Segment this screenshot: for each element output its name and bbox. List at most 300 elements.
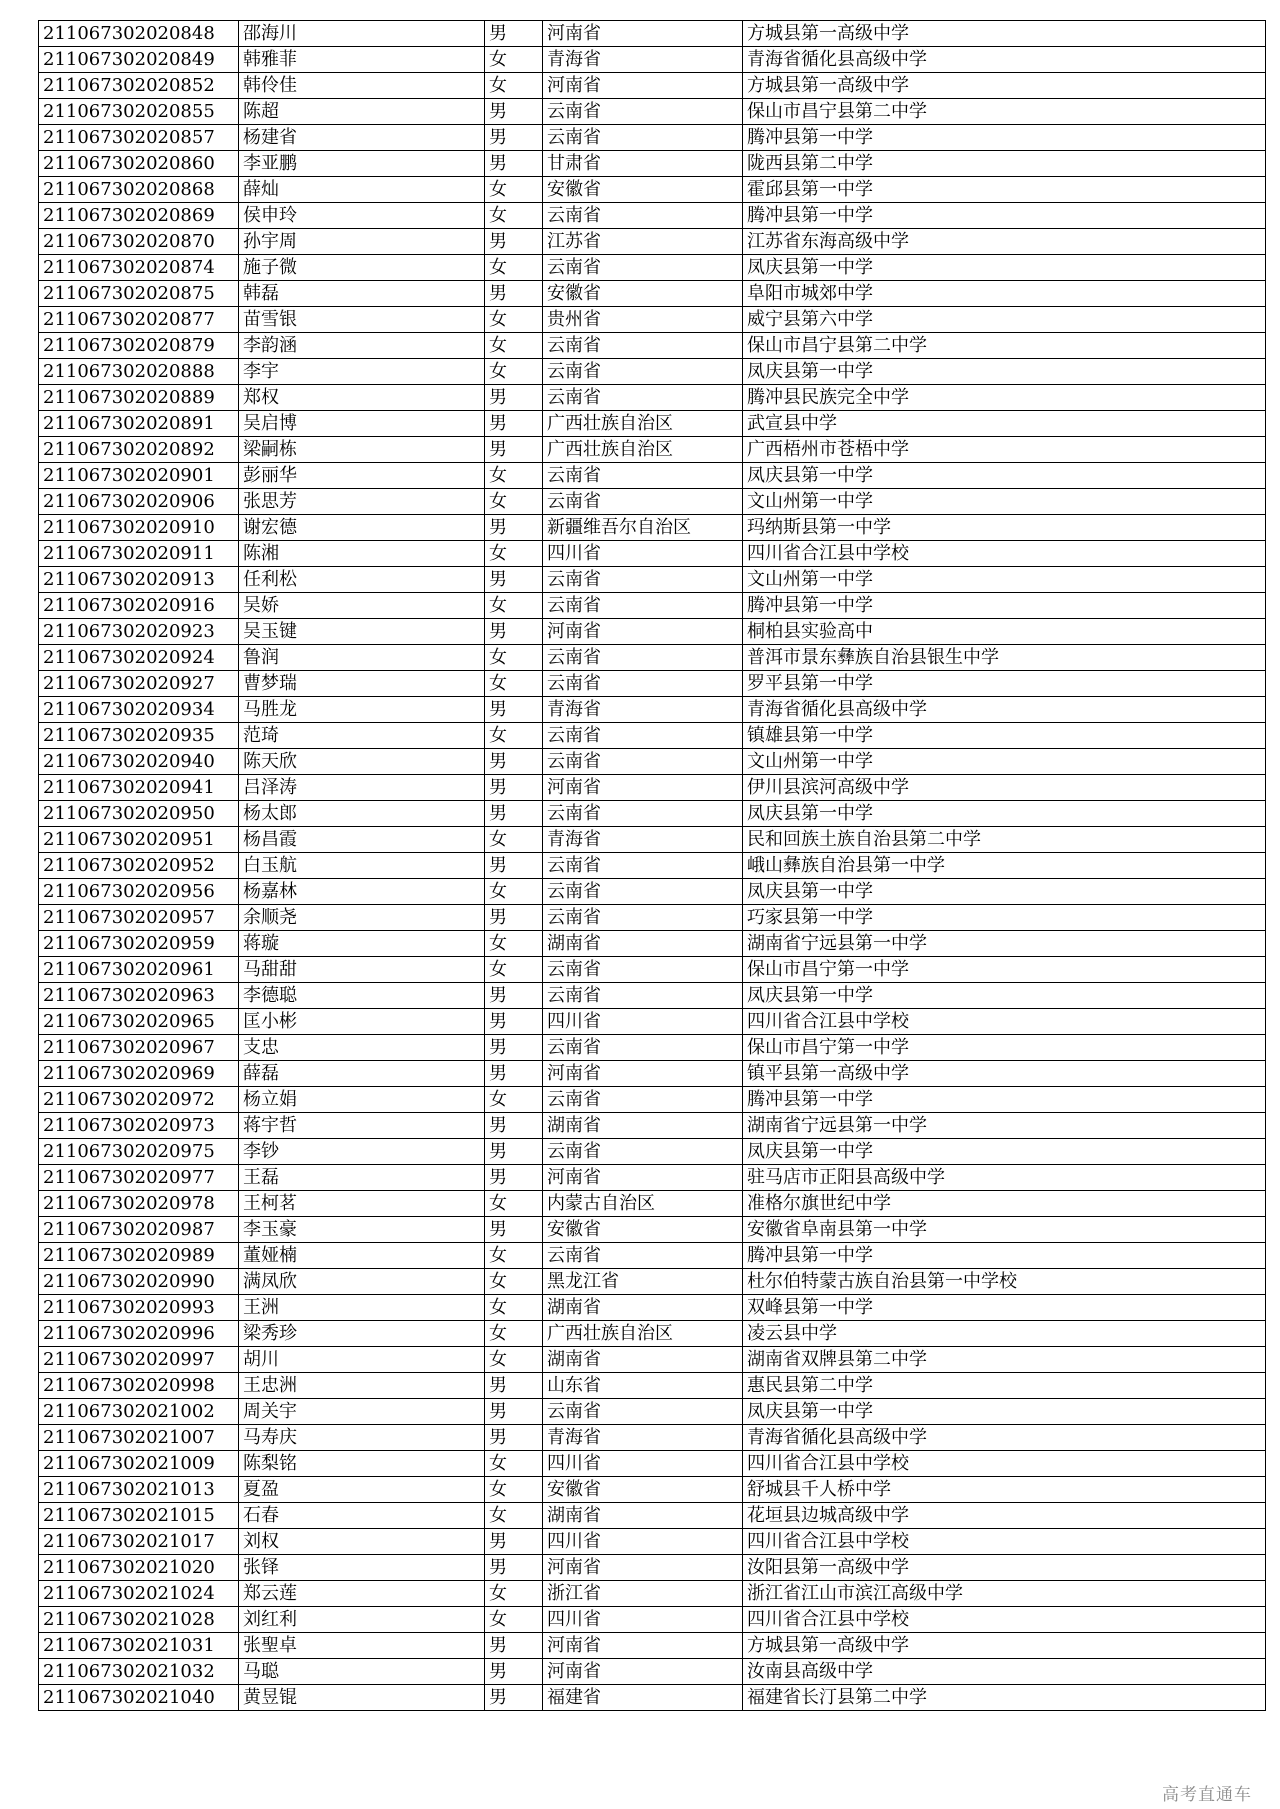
school-cell: 普洱市景东彝族自治县银生中学 [743, 645, 1266, 671]
table-row [39, 1581, 1266, 1607]
candidate-id-cell: 211067302021032 [39, 1659, 239, 1685]
school-cell: 青海省循化县高级中学 [743, 1425, 1266, 1451]
school-cell: 湖南省宁远县第一中学 [743, 931, 1266, 957]
table-row [39, 1191, 1266, 1217]
school-cell: 安徽省阜南县第一中学 [743, 1217, 1266, 1243]
table-row [39, 827, 1266, 853]
candidate-id-cell: 211067302020969 [39, 1061, 239, 1087]
gender-cell: 男 [485, 437, 543, 463]
table-row [39, 593, 1266, 619]
province-cell: 云南省 [543, 1087, 743, 1113]
school-cell: 武宣县中学 [743, 411, 1266, 437]
school-cell: 四川省合江县中学校 [743, 541, 1266, 567]
province-cell: 云南省 [543, 749, 743, 775]
school-cell: 文山州第一中学 [743, 489, 1266, 515]
province-cell: 青海省 [543, 697, 743, 723]
gender-cell: 男 [485, 1217, 543, 1243]
name-cell: 谢宏德 [239, 515, 485, 541]
name-cell: 陈天欣 [239, 749, 485, 775]
candidate-id-cell: 211067302020913 [39, 567, 239, 593]
school-cell: 凤庆县第一中学 [743, 879, 1266, 905]
table-row [39, 255, 1266, 281]
province-cell: 云南省 [543, 645, 743, 671]
table-row [39, 1269, 1266, 1295]
table-row [39, 1321, 1266, 1347]
table-row [39, 905, 1266, 931]
province-cell: 云南省 [543, 1243, 743, 1269]
name-cell: 董娅楠 [239, 1243, 485, 1269]
province-cell: 云南省 [543, 385, 743, 411]
school-cell: 凤庆县第一中学 [743, 801, 1266, 827]
table-row [39, 931, 1266, 957]
gender-cell: 男 [485, 99, 543, 125]
table-row [39, 723, 1266, 749]
school-cell: 汝南县高级中学 [743, 1659, 1266, 1685]
gender-cell: 男 [485, 567, 543, 593]
table-row [39, 437, 1266, 463]
name-cell: 曹梦瑞 [239, 671, 485, 697]
province-cell: 浙江省 [543, 1581, 743, 1607]
table-row [39, 1659, 1266, 1685]
gender-cell: 女 [485, 645, 543, 671]
province-cell: 云南省 [543, 957, 743, 983]
province-cell: 云南省 [543, 1399, 743, 1425]
province-cell: 甘肃省 [543, 151, 743, 177]
province-cell: 四川省 [543, 1529, 743, 1555]
candidate-id-cell: 211067302020956 [39, 879, 239, 905]
candidate-id-cell: 211067302020860 [39, 151, 239, 177]
candidate-id-cell: 211067302020961 [39, 957, 239, 983]
school-cell: 惠民县第二中学 [743, 1373, 1266, 1399]
school-cell: 腾冲县第一中学 [743, 593, 1266, 619]
name-cell: 彭丽华 [239, 463, 485, 489]
table-row [39, 1165, 1266, 1191]
school-cell: 文山州第一中学 [743, 567, 1266, 593]
province-cell: 河南省 [543, 1659, 743, 1685]
gender-cell: 男 [485, 905, 543, 931]
candidate-id-cell: 211067302021013 [39, 1477, 239, 1503]
school-cell: 方城县第一高级中学 [743, 73, 1266, 99]
province-cell: 安徽省 [543, 177, 743, 203]
name-cell: 侯申玲 [239, 203, 485, 229]
name-cell: 杨昌霞 [239, 827, 485, 853]
gender-cell: 女 [485, 593, 543, 619]
gender-cell: 男 [485, 21, 543, 47]
name-cell: 韩伶佳 [239, 73, 485, 99]
name-cell: 马聪 [239, 1659, 485, 1685]
name-cell: 满凤欣 [239, 1269, 485, 1295]
gender-cell: 女 [485, 333, 543, 359]
candidate-id-cell: 211067302020879 [39, 333, 239, 359]
province-cell: 山东省 [543, 1373, 743, 1399]
name-cell: 王忠洲 [239, 1373, 485, 1399]
province-cell: 河南省 [543, 21, 743, 47]
name-cell: 李韵涵 [239, 333, 485, 359]
candidate-id-cell: 211067302020959 [39, 931, 239, 957]
candidate-id-cell: 211067302021024 [39, 1581, 239, 1607]
gender-cell: 男 [485, 281, 543, 307]
name-cell: 薛灿 [239, 177, 485, 203]
table-row [39, 853, 1266, 879]
school-cell: 四川省合江县中学校 [743, 1529, 1266, 1555]
gender-cell: 男 [485, 1633, 543, 1659]
candidate-id-cell: 211067302020891 [39, 411, 239, 437]
school-cell: 双峰县第一中学 [743, 1295, 1266, 1321]
name-cell: 张思芳 [239, 489, 485, 515]
gender-cell: 男 [485, 1425, 543, 1451]
school-cell: 驻马店市正阳县高级中学 [743, 1165, 1266, 1191]
candidate-id-cell: 211067302020869 [39, 203, 239, 229]
gender-cell: 男 [485, 1139, 543, 1165]
name-cell: 夏盈 [239, 1477, 485, 1503]
province-cell: 云南省 [543, 801, 743, 827]
gender-cell: 男 [485, 1399, 543, 1425]
gender-cell: 女 [485, 723, 543, 749]
school-cell: 凤庆县第一中学 [743, 983, 1266, 1009]
gender-cell: 女 [485, 671, 543, 697]
candidate-id-cell: 211067302020934 [39, 697, 239, 723]
name-cell: 支忠 [239, 1035, 485, 1061]
school-cell: 民和回族土族自治县第二中学 [743, 827, 1266, 853]
table-row [39, 307, 1266, 333]
candidate-id-cell: 211067302021015 [39, 1503, 239, 1529]
school-cell: 霍邱县第一中学 [743, 177, 1266, 203]
province-cell: 四川省 [543, 541, 743, 567]
table-row [39, 203, 1266, 229]
province-cell: 四川省 [543, 1451, 743, 1477]
school-cell: 四川省合江县中学校 [743, 1607, 1266, 1633]
name-cell: 陈梨铭 [239, 1451, 485, 1477]
candidate-id-cell: 211067302020993 [39, 1295, 239, 1321]
table-row [39, 489, 1266, 515]
gender-cell: 男 [485, 411, 543, 437]
table-row [39, 801, 1266, 827]
candidate-id-cell: 211067302020998 [39, 1373, 239, 1399]
candidate-id-cell: 211067302020889 [39, 385, 239, 411]
candidate-id-cell: 211067302020849 [39, 47, 239, 73]
table-row [39, 1243, 1266, 1269]
candidate-id-cell: 211067302020874 [39, 255, 239, 281]
table-row [39, 1035, 1266, 1061]
school-cell: 桐柏县实验高中 [743, 619, 1266, 645]
name-cell: 李宇 [239, 359, 485, 385]
school-cell: 保山市昌宁第一中学 [743, 957, 1266, 983]
province-cell: 青海省 [543, 47, 743, 73]
table-row [39, 229, 1266, 255]
table-row [39, 1347, 1266, 1373]
table-row [39, 99, 1266, 125]
gender-cell: 女 [485, 489, 543, 515]
admission-table-body [39, 21, 1266, 1711]
school-cell: 罗平县第一中学 [743, 671, 1266, 697]
name-cell: 孙宇周 [239, 229, 485, 255]
candidate-id-cell: 211067302020972 [39, 1087, 239, 1113]
name-cell: 薛磊 [239, 1061, 485, 1087]
province-cell: 云南省 [543, 671, 743, 697]
province-cell: 广西壮族自治区 [543, 411, 743, 437]
name-cell: 邵海川 [239, 21, 485, 47]
province-cell: 湖南省 [543, 1347, 743, 1373]
gender-cell: 女 [485, 359, 543, 385]
name-cell: 马寿庆 [239, 1425, 485, 1451]
name-cell: 李德聪 [239, 983, 485, 1009]
gender-cell: 女 [485, 1607, 543, 1633]
name-cell: 郑权 [239, 385, 485, 411]
school-cell: 青海省循化县高级中学 [743, 697, 1266, 723]
school-cell: 威宁县第六中学 [743, 307, 1266, 333]
admission-table [38, 20, 1266, 1711]
table-row [39, 359, 1266, 385]
name-cell: 李亚鹏 [239, 151, 485, 177]
table-row [39, 697, 1266, 723]
province-cell: 云南省 [543, 333, 743, 359]
table-row [39, 1373, 1266, 1399]
candidate-id-cell: 211067302020906 [39, 489, 239, 515]
name-cell: 吕泽涛 [239, 775, 485, 801]
school-cell: 广西梧州市苍梧中学 [743, 437, 1266, 463]
school-cell: 凤庆县第一中学 [743, 359, 1266, 385]
school-cell: 腾冲县第一中学 [743, 1243, 1266, 1269]
candidate-id-cell: 211067302020996 [39, 1321, 239, 1347]
name-cell: 陈湘 [239, 541, 485, 567]
province-cell: 云南省 [543, 203, 743, 229]
province-cell: 河南省 [543, 1165, 743, 1191]
table-row [39, 21, 1266, 47]
gender-cell: 男 [485, 749, 543, 775]
candidate-id-cell: 211067302020989 [39, 1243, 239, 1269]
candidate-id-cell: 211067302020965 [39, 1009, 239, 1035]
school-cell: 凤庆县第一中学 [743, 255, 1266, 281]
table-row [39, 411, 1266, 437]
candidate-id-cell: 211067302020875 [39, 281, 239, 307]
gender-cell: 女 [485, 1191, 543, 1217]
school-cell: 镇雄县第一中学 [743, 723, 1266, 749]
candidate-id-cell: 211067302021020 [39, 1555, 239, 1581]
province-cell: 湖南省 [543, 1503, 743, 1529]
school-cell: 福建省长汀县第二中学 [743, 1685, 1266, 1711]
province-cell: 湖南省 [543, 931, 743, 957]
table-row [39, 1139, 1266, 1165]
candidate-id-cell: 211067302021040 [39, 1685, 239, 1711]
school-cell: 阜阳市城郊中学 [743, 281, 1266, 307]
gender-cell: 男 [485, 1009, 543, 1035]
gender-cell: 男 [485, 1165, 543, 1191]
name-cell: 吴玉键 [239, 619, 485, 645]
table-row [39, 515, 1266, 541]
name-cell: 刘红利 [239, 1607, 485, 1633]
table-row [39, 385, 1266, 411]
table-row [39, 1009, 1266, 1035]
province-cell: 福建省 [543, 1685, 743, 1711]
gender-cell: 女 [485, 879, 543, 905]
name-cell: 蒋宇哲 [239, 1113, 485, 1139]
gender-cell: 女 [485, 1269, 543, 1295]
gender-cell: 女 [485, 463, 543, 489]
school-cell: 凤庆县第一中学 [743, 1139, 1266, 1165]
province-cell: 黑龙江省 [543, 1269, 743, 1295]
province-cell: 云南省 [543, 359, 743, 385]
candidate-id-cell: 211067302020892 [39, 437, 239, 463]
gender-cell: 女 [485, 255, 543, 281]
gender-cell: 女 [485, 541, 543, 567]
gender-cell: 女 [485, 1477, 543, 1503]
name-cell: 马甜甜 [239, 957, 485, 983]
school-cell: 峨山彝族自治县第一中学 [743, 853, 1266, 879]
table-row [39, 567, 1266, 593]
province-cell: 云南省 [543, 879, 743, 905]
name-cell: 张铎 [239, 1555, 485, 1581]
school-cell: 四川省合江县中学校 [743, 1451, 1266, 1477]
table-row [39, 1217, 1266, 1243]
table-row [39, 775, 1266, 801]
table-row [39, 281, 1266, 307]
name-cell: 王柯茗 [239, 1191, 485, 1217]
gender-cell: 女 [485, 1451, 543, 1477]
school-cell: 凤庆县第一中学 [743, 1399, 1266, 1425]
province-cell: 云南省 [543, 125, 743, 151]
gender-cell: 女 [485, 827, 543, 853]
name-cell: 白玉航 [239, 853, 485, 879]
table-row [39, 463, 1266, 489]
province-cell: 云南省 [543, 723, 743, 749]
gender-cell: 女 [485, 1295, 543, 1321]
candidate-id-cell: 211067302021017 [39, 1529, 239, 1555]
name-cell: 张聖卓 [239, 1633, 485, 1659]
gender-cell: 男 [485, 1035, 543, 1061]
candidate-id-cell: 211067302020975 [39, 1139, 239, 1165]
gender-cell: 男 [485, 853, 543, 879]
table-row [39, 1295, 1266, 1321]
candidate-id-cell: 211067302021002 [39, 1399, 239, 1425]
school-cell: 陇西县第二中学 [743, 151, 1266, 177]
gender-cell: 男 [485, 1555, 543, 1581]
school-cell: 巧家县第一中学 [743, 905, 1266, 931]
table-row [39, 47, 1266, 73]
name-cell: 石春 [239, 1503, 485, 1529]
candidate-id-cell: 211067302020941 [39, 775, 239, 801]
school-cell: 汝阳县第一高级中学 [743, 1555, 1266, 1581]
name-cell: 杨嘉林 [239, 879, 485, 905]
province-cell: 云南省 [543, 255, 743, 281]
candidate-id-cell: 211067302021028 [39, 1607, 239, 1633]
table-row [39, 541, 1266, 567]
school-cell: 伊川县滨河高级中学 [743, 775, 1266, 801]
gender-cell: 女 [485, 177, 543, 203]
name-cell: 郑云莲 [239, 1581, 485, 1607]
gender-cell: 男 [485, 125, 543, 151]
table-row [39, 125, 1266, 151]
province-cell: 云南省 [543, 1035, 743, 1061]
school-cell: 玛纳斯县第一中学 [743, 515, 1266, 541]
table-row [39, 1633, 1266, 1659]
province-cell: 云南省 [543, 463, 743, 489]
gender-cell: 女 [485, 1503, 543, 1529]
candidate-id-cell: 211067302020924 [39, 645, 239, 671]
table-row [39, 177, 1266, 203]
province-cell: 湖南省 [543, 1113, 743, 1139]
candidate-id-cell: 211067302020973 [39, 1113, 239, 1139]
name-cell: 吴娇 [239, 593, 485, 619]
candidate-id-cell: 211067302020987 [39, 1217, 239, 1243]
province-cell: 河南省 [543, 1061, 743, 1087]
table-row [39, 671, 1266, 697]
name-cell: 杨建省 [239, 125, 485, 151]
gender-cell: 男 [485, 775, 543, 801]
candidate-id-cell: 211067302020927 [39, 671, 239, 697]
school-cell: 保山市昌宁第一中学 [743, 1035, 1266, 1061]
school-cell: 镇平县第一高级中学 [743, 1061, 1266, 1087]
province-cell: 云南省 [543, 853, 743, 879]
candidate-id-cell: 211067302020935 [39, 723, 239, 749]
province-cell: 河南省 [543, 619, 743, 645]
candidate-id-cell: 211067302021009 [39, 1451, 239, 1477]
name-cell: 王洲 [239, 1295, 485, 1321]
province-cell: 河南省 [543, 73, 743, 99]
table-row [39, 1503, 1266, 1529]
gender-cell: 女 [485, 1321, 543, 1347]
name-cell: 梁嗣栋 [239, 437, 485, 463]
table-row [39, 1477, 1266, 1503]
table-row [39, 1607, 1266, 1633]
table-row [39, 1061, 1266, 1087]
name-cell: 匡小彬 [239, 1009, 485, 1035]
candidate-id-cell: 211067302020888 [39, 359, 239, 385]
province-cell: 云南省 [543, 905, 743, 931]
school-cell: 准格尔旗世纪中学 [743, 1191, 1266, 1217]
gender-cell: 男 [485, 1373, 543, 1399]
school-cell: 腾冲县民族完全中学 [743, 385, 1266, 411]
name-cell: 李钞 [239, 1139, 485, 1165]
gender-cell: 男 [485, 1529, 543, 1555]
gender-cell: 男 [485, 1061, 543, 1087]
candidate-id-cell: 211067302020901 [39, 463, 239, 489]
table-row [39, 1113, 1266, 1139]
province-cell: 河南省 [543, 1633, 743, 1659]
school-cell: 腾冲县第一中学 [743, 125, 1266, 151]
gender-cell: 男 [485, 1685, 543, 1711]
table-row [39, 1399, 1266, 1425]
gender-cell: 女 [485, 203, 543, 229]
table-row [39, 1451, 1266, 1477]
gender-cell: 女 [485, 1581, 543, 1607]
candidate-id-cell: 211067302020963 [39, 983, 239, 1009]
name-cell: 王磊 [239, 1165, 485, 1191]
province-cell: 青海省 [543, 1425, 743, 1451]
candidate-id-cell: 211067302020977 [39, 1165, 239, 1191]
school-cell: 腾冲县第一中学 [743, 1087, 1266, 1113]
province-cell: 安徽省 [543, 281, 743, 307]
name-cell: 陈超 [239, 99, 485, 125]
school-cell: 保山市昌宁县第二中学 [743, 99, 1266, 125]
province-cell: 贵州省 [543, 307, 743, 333]
candidate-id-cell: 211067302020910 [39, 515, 239, 541]
candidate-id-cell: 211067302020916 [39, 593, 239, 619]
province-cell: 安徽省 [543, 1477, 743, 1503]
school-cell: 方城县第一高级中学 [743, 1633, 1266, 1659]
name-cell: 余顺尧 [239, 905, 485, 931]
school-cell: 青海省循化县高级中学 [743, 47, 1266, 73]
gender-cell: 男 [485, 1113, 543, 1139]
province-cell: 内蒙古自治区 [543, 1191, 743, 1217]
province-cell: 云南省 [543, 489, 743, 515]
table-row [39, 73, 1266, 99]
table-row [39, 1087, 1266, 1113]
province-cell: 河南省 [543, 775, 743, 801]
name-cell: 刘权 [239, 1529, 485, 1555]
gender-cell: 女 [485, 1243, 543, 1269]
candidate-id-cell: 211067302020870 [39, 229, 239, 255]
gender-cell: 女 [485, 73, 543, 99]
